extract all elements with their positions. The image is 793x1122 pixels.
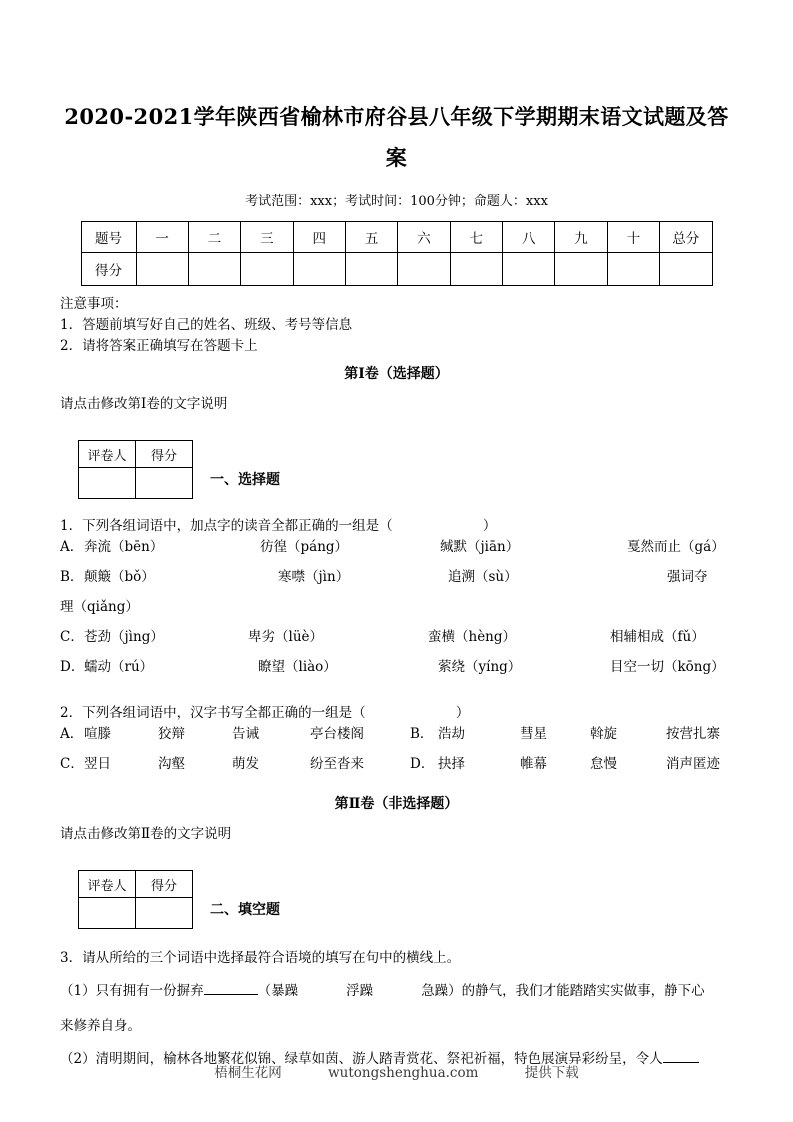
option-c-item-3: 蛮横（hèng） bbox=[428, 629, 517, 645]
option-b-item-4: 按营扎寨 bbox=[666, 726, 720, 742]
exam-notes bbox=[60, 286, 733, 357]
score-table-col-10: 十 bbox=[607, 222, 659, 253]
option-a-label: A． bbox=[60, 726, 84, 742]
score-cell-9[interactable] bbox=[555, 253, 607, 286]
footer-site-name: 梧桐生花网 bbox=[214, 1065, 282, 1081]
score-table-container bbox=[60, 212, 733, 286]
table-row bbox=[79, 871, 193, 898]
notes-line-1: 1．答题前填写好自己的姓名、班级、考号等信息 bbox=[60, 317, 353, 333]
option-a-item-4: 亭台楼阁 bbox=[310, 726, 364, 742]
score-cell-10[interactable] bbox=[607, 253, 659, 286]
score-table bbox=[81, 221, 713, 286]
question-3-stem: 3．请从所给的三个词语中选择最符合语境的填写在句中的横线上。 bbox=[60, 950, 461, 966]
question-3-sub-2-text: （2）清明期间，榆林各地繁花似锦、绿草如茵、游人踏青赏花、祭祀祈福，特色展演异彩纷呈，令人 bbox=[60, 1051, 663, 1067]
question-1-option-c[interactable] bbox=[60, 627, 733, 657]
grader-label-reviewer: 评卷人 bbox=[79, 441, 136, 468]
question-1-option-b-continuation: 理（qiǎng） bbox=[60, 599, 139, 615]
part-2-grader-block bbox=[60, 870, 733, 930]
table-row bbox=[79, 468, 193, 499]
option-c-item-2: 沟壑 bbox=[158, 756, 185, 772]
option-a-item-1: 喧滕 bbox=[84, 726, 111, 742]
grader-label-reviewer: 评卷人 bbox=[79, 871, 136, 898]
question-3-sub-1-after: 的静气，我们才能踏踏实实做事，静下心 bbox=[461, 983, 705, 999]
score-table-col-5: 五 bbox=[345, 222, 397, 253]
grader-label-score: 得分 bbox=[136, 441, 193, 468]
notes-heading: 注意事项： bbox=[60, 296, 128, 312]
question-2-row-ab[interactable] bbox=[60, 724, 733, 754]
option-b-item-2: 彗星 bbox=[520, 726, 547, 742]
question-3-sub-1 bbox=[60, 981, 733, 1002]
option-c-item-1: 苍劲（jìng） bbox=[84, 629, 164, 645]
question-1-stem-text: 1．下列各组词语中，加点字的读音全都正确的一组是（ bbox=[60, 518, 393, 534]
score-cell-7[interactable] bbox=[450, 253, 502, 286]
question-2-stem-text: 2．下列各组词语中，汉字书写全都正确的一组是（ bbox=[60, 705, 366, 721]
option-b-item-3: 斡旋 bbox=[590, 726, 617, 742]
score-cell-2[interactable] bbox=[188, 253, 240, 286]
option-a-item-4: 戛然而止（gá） bbox=[627, 539, 725, 555]
grader-table-part-2 bbox=[78, 870, 193, 929]
footer-watermark bbox=[0, 1063, 793, 1083]
question-2-stem bbox=[60, 703, 733, 724]
question-3-choice-2: 浮躁 bbox=[346, 983, 374, 999]
score-cell-4[interactable] bbox=[293, 253, 345, 286]
part-2-heading: 第Ⅱ卷（非选择题） bbox=[334, 796, 459, 812]
option-a-item-2: 狡辩 bbox=[158, 726, 185, 742]
option-d-item-1: 蠕动（rú） bbox=[84, 659, 154, 675]
question-1-option-a[interactable] bbox=[60, 537, 733, 567]
section-heading-fill-in-questions: 二、填空题 bbox=[210, 902, 280, 918]
question-3-blank-1[interactable] bbox=[204, 994, 258, 995]
option-b-label: B． bbox=[410, 726, 434, 742]
question-1-stem bbox=[60, 516, 733, 537]
option-d-item-2: 帷幕 bbox=[520, 756, 547, 772]
option-b-item-2: 寒噤（jìn） bbox=[278, 569, 350, 585]
option-a-item-2: 彷徨（páng） bbox=[260, 539, 349, 555]
grader-table-part-1 bbox=[78, 440, 193, 499]
score-cell-8[interactable] bbox=[503, 253, 555, 286]
question-3-sub-1-before: （1）只有拥有一份摒弃 bbox=[60, 983, 204, 999]
score-table-col-3: 三 bbox=[241, 222, 293, 253]
footer-domain[interactable]: wutongshenghua.com bbox=[328, 1065, 479, 1081]
option-d-item-4: 消声匿迹 bbox=[666, 756, 720, 772]
table-row bbox=[79, 898, 193, 929]
option-c-item-4: 纷至沓来 bbox=[310, 756, 364, 772]
question-3-choice-1: （暴躁 bbox=[257, 983, 299, 999]
option-a-item-3: 告诫 bbox=[232, 726, 259, 742]
option-a-label: A． bbox=[60, 539, 84, 555]
part-1-note[interactable]: 请点击修改第Ⅰ卷的文字说明 bbox=[60, 396, 228, 412]
option-c-label: C． bbox=[60, 756, 84, 772]
grader-label-score: 得分 bbox=[136, 871, 193, 898]
option-d-label: D． bbox=[410, 756, 435, 772]
question-2-row-cd[interactable] bbox=[60, 754, 733, 784]
page-title: 2020-2021学年陕西省榆林市府谷县八年级下学期期末语文试题及答案 bbox=[64, 104, 729, 170]
question-3-choice-3: 急躁） bbox=[421, 983, 462, 999]
option-b-item-4: 强词夺 bbox=[667, 569, 708, 585]
option-d-item-3: 怠慢 bbox=[590, 756, 617, 772]
option-c-item-1: 翌日 bbox=[84, 756, 111, 772]
score-cell-1[interactable] bbox=[136, 253, 188, 286]
footer-download-action[interactable]: 提供下载 bbox=[524, 1065, 579, 1081]
table-row bbox=[79, 441, 193, 468]
option-d-item-4: 目空一切（kōng） bbox=[610, 659, 725, 675]
score-table-col-8: 八 bbox=[503, 222, 555, 253]
grader-cell-reviewer[interactable] bbox=[79, 468, 136, 499]
part-1-heading: 第Ⅰ卷（选择题） bbox=[344, 366, 449, 382]
option-b-label: B． bbox=[60, 569, 84, 585]
score-table-col-4: 四 bbox=[293, 222, 345, 253]
score-table-col-9: 九 bbox=[555, 222, 607, 253]
score-table-col-1: 一 bbox=[136, 222, 188, 253]
option-d-item-2: 瞭望（liào） bbox=[258, 659, 337, 675]
option-b-item-3: 追溯（sù） bbox=[448, 569, 518, 585]
option-a-item-3: 缄默（jiān） bbox=[440, 539, 520, 555]
score-cell-6[interactable] bbox=[398, 253, 450, 286]
score-table-col-7: 七 bbox=[450, 222, 502, 253]
notes-line-2: 2．请将答案正确填写在答题卡上 bbox=[60, 338, 258, 354]
score-table-col-6: 六 bbox=[398, 222, 450, 253]
part-2-note[interactable]: 请点击修改第Ⅱ卷的文字说明 bbox=[60, 826, 232, 842]
option-a-item-1: 奔流（bēn） bbox=[84, 539, 164, 555]
option-c-item-4: 相辅相成（fǔ） bbox=[610, 629, 705, 645]
score-cell-total[interactable] bbox=[660, 253, 712, 286]
question-2-stem-close: ） bbox=[455, 705, 470, 721]
score-cell-5[interactable] bbox=[345, 253, 397, 286]
score-table-col-2: 二 bbox=[188, 222, 240, 253]
exam-subtitle: 考试范围：xxx；考试时间：100分钟；命题人：xxx bbox=[245, 194, 548, 209]
part-1-grader-block bbox=[60, 440, 733, 500]
table-row bbox=[81, 253, 712, 286]
option-d-item-1: 抉择 bbox=[438, 756, 465, 772]
score-table-col-total: 总分 bbox=[660, 222, 712, 253]
grader-cell-score[interactable] bbox=[136, 468, 193, 499]
score-table-row-label-score: 得分 bbox=[81, 253, 136, 286]
score-cell-3[interactable] bbox=[241, 253, 293, 286]
question-1-stem-close: ） bbox=[482, 518, 497, 534]
option-c-item-2: 卑劣（lüè） bbox=[248, 629, 324, 645]
score-table-row-label-question: 题号 bbox=[81, 222, 136, 253]
question-1-option-d[interactable] bbox=[60, 657, 733, 687]
grader-cell-score[interactable] bbox=[136, 898, 193, 929]
option-d-label: D． bbox=[60, 659, 85, 675]
option-c-label: C． bbox=[60, 629, 84, 645]
option-b-item-1: 颠簸（bǒ） bbox=[84, 569, 155, 585]
question-3-sub-1-wrap: 来修养自身。 bbox=[60, 1018, 141, 1034]
section-heading-choice-questions: 一、选择题 bbox=[210, 472, 280, 488]
option-c-item-3: 萌发 bbox=[232, 756, 259, 772]
table-row bbox=[81, 222, 712, 253]
question-1-option-b[interactable] bbox=[60, 567, 733, 597]
grader-cell-reviewer[interactable] bbox=[79, 898, 136, 929]
option-d-item-3: 萦绕（yíng） bbox=[438, 659, 522, 675]
option-b-item-1: 浩劫 bbox=[438, 726, 465, 742]
